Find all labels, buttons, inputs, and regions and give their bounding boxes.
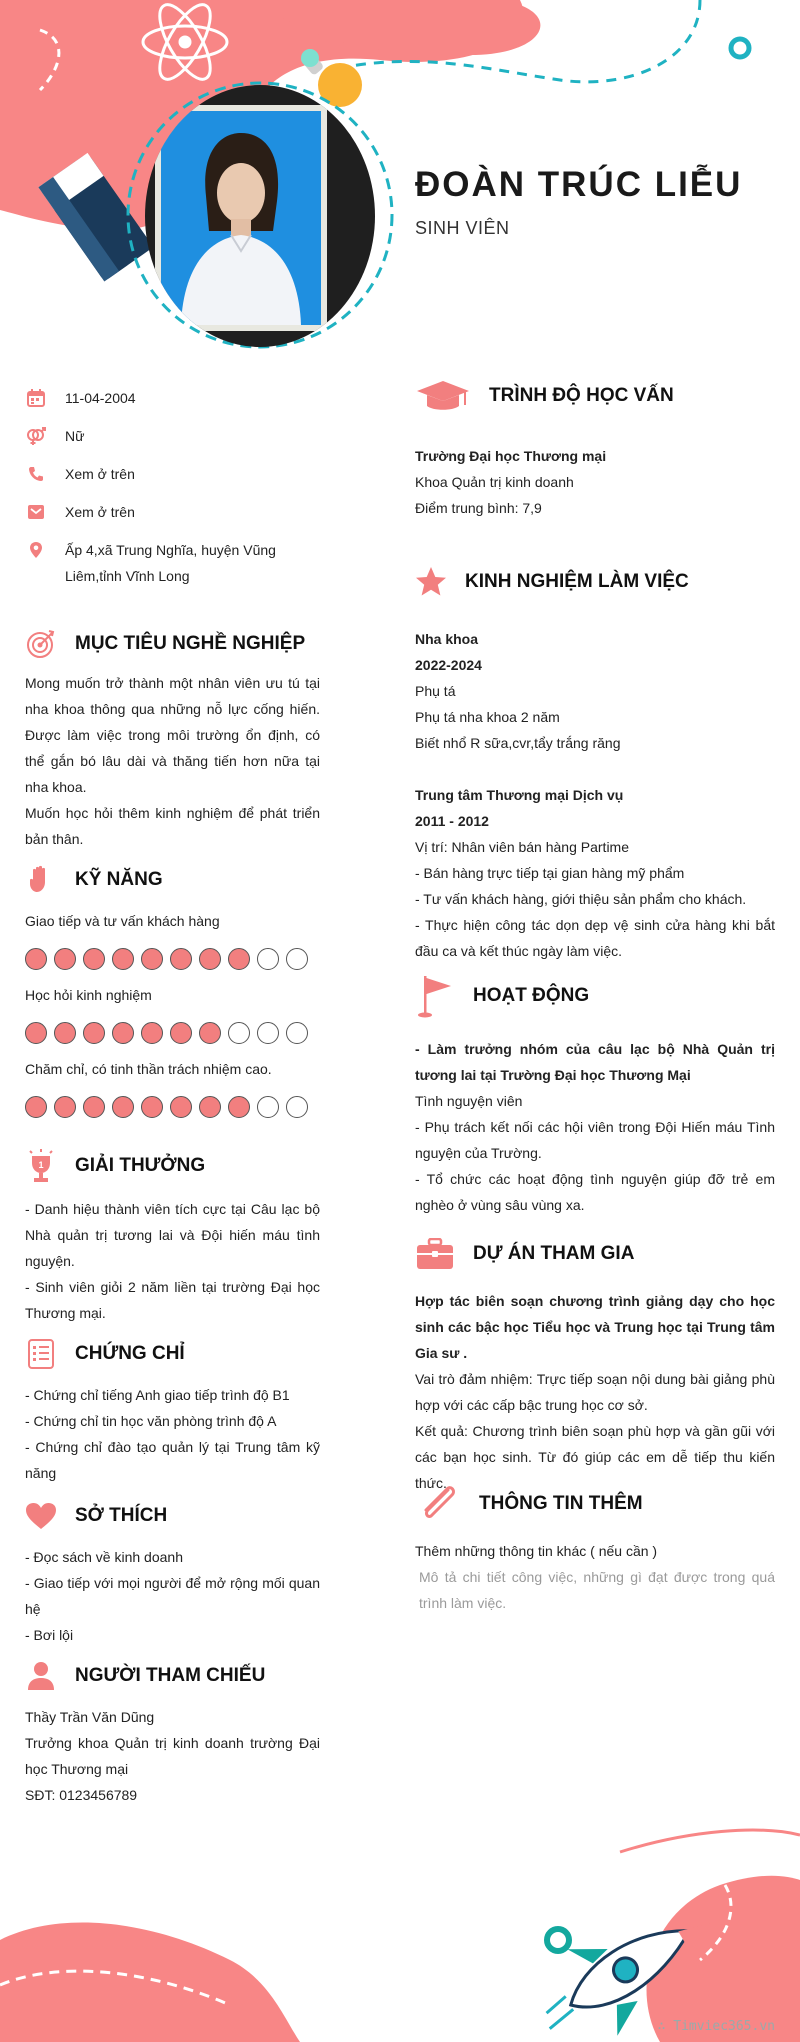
activities-line-2: - Phụ trách kết nối các hội viên trong Đội Hiến máu Tình nguyện của Trường.	[415, 1119, 775, 1161]
certificates-title: CHỨNG CHỈ	[75, 1343, 185, 1364]
rating-dot-empty	[286, 1022, 308, 1044]
rating-dot-filled	[112, 1096, 134, 1118]
rating-dot-filled	[228, 1096, 250, 1118]
hobbies-heading	[25, 1500, 167, 1532]
projects-line-2: Kết quả: Chương trình biên soạn phù hợp và gần gũi với các bạn học sinh. Từ đó giúp các em dễ tiếp thu kiến thức.	[415, 1423, 775, 1491]
certificates-text-block	[25, 1382, 320, 1486]
rating-dot-empty	[286, 948, 308, 970]
person-icon	[25, 1660, 57, 1692]
rating-dot-filled	[170, 1022, 192, 1044]
rating-dot-filled	[83, 948, 105, 970]
reference-name: Thầy Trần Văn Dũng	[25, 1709, 155, 1725]
job-title: SINH VIÊN	[415, 218, 510, 238]
skill-label-2: Học hỏi kinh nghiệm	[25, 987, 152, 1003]
skill-label-3: Chăm chỉ, có tinh thần trách nhiệm cao.	[25, 1061, 272, 1077]
awards-heading	[25, 1150, 205, 1182]
job-2-period: 2011 - 2012	[415, 813, 489, 829]
footer-decoration	[0, 1790, 800, 2042]
objective-text-2: Muốn học hỏi thêm kinh nghiệm để phát triển bản thân.	[25, 805, 320, 847]
education-gpa: Điểm trung bình: 7,9	[415, 500, 542, 516]
objective-text: Mong muốn trở thành một nhân viên ưu tú tại nha khoa thông qua những nỗ lực cống hiến. Được làm việc trong môi trường ổn định, có thể gắn bó lâu dài và thăng tiến hơn nữa tại nha khoa.	[25, 675, 320, 795]
email-value: Xem ở trên	[65, 504, 135, 520]
rating-dot-filled	[54, 1022, 76, 1044]
job-1-line-2: Phụ tá nha khoa 2 năm	[415, 709, 560, 725]
rating-dot-filled	[141, 948, 163, 970]
rating-dot-filled	[228, 948, 250, 970]
rating-dot-filled	[25, 1096, 47, 1118]
rating-dot-empty	[228, 1022, 250, 1044]
certificates-heading	[25, 1338, 185, 1370]
photo-background	[161, 111, 321, 325]
location-icon	[25, 539, 47, 561]
info-address	[25, 537, 325, 589]
reference-position: Trưởng khoa Quản trị kinh doanh trường Đại học Thương mại	[25, 1735, 320, 1777]
award-item-2: - Sinh viên giỏi 2 năm liền tại trường Đại học Thương mại.	[25, 1279, 320, 1321]
certificate-item-3: - Chứng chỉ đào tạo quản lý tại Trung tâm kỹ năng	[25, 1439, 320, 1481]
person-silhouette	[161, 111, 321, 325]
skill-rating-1	[25, 948, 308, 970]
rating-dot-filled	[83, 1022, 105, 1044]
additional-line-1: Thêm những thông tin khác ( nếu cần )	[415, 1543, 658, 1559]
references-heading	[25, 1660, 265, 1692]
rating-dot-filled	[83, 1096, 105, 1118]
projects-text-block	[415, 1288, 775, 1496]
gender-value: Nữ	[65, 428, 85, 444]
additional-title: THÔNG TIN THÊM	[479, 1493, 643, 1514]
additional-heading	[415, 1488, 643, 1520]
rating-dot-filled	[199, 948, 221, 970]
job-1-period: 2022-2024	[415, 657, 482, 673]
calendar-icon	[25, 387, 47, 409]
awards-title: GIẢI THƯỞNG	[75, 1155, 206, 1176]
hobby-item-1: - Đọc sách về kinh doanh	[25, 1549, 183, 1565]
info-gender	[25, 423, 325, 449]
rating-dot-filled	[54, 948, 76, 970]
birthday-value: 11-04-2004	[65, 390, 136, 406]
rating-dot-empty	[257, 1096, 279, 1118]
activities-line-1: Tình nguyện viên	[415, 1093, 523, 1109]
awards-text-block	[25, 1196, 320, 1326]
briefcase-icon	[415, 1238, 455, 1270]
rating-dot-filled	[25, 948, 47, 970]
rating-dot-filled	[170, 948, 192, 970]
activities-leading: - Làm trưởng nhóm của câu lạc bộ Nhà Quản trị tương lai tại Trường Đại học Thương Mại	[415, 1041, 775, 1083]
info-email	[25, 499, 325, 525]
flag-icon	[415, 980, 455, 1012]
hobbies-title: SỞ THÍCH	[75, 1505, 168, 1526]
rating-dot-filled	[141, 1096, 163, 1118]
watermark: ∴ Timviec365.vn	[657, 2019, 775, 2034]
objective-title: MỤC TIÊU NGHỀ NGHIỆP	[75, 633, 306, 654]
avatar	[145, 85, 375, 347]
job-2-line-2: - Bán hàng trực tiếp tại gian hàng mỹ phẩm	[415, 865, 685, 881]
skill-rating-2	[25, 1022, 308, 1044]
address-value: Ấp 4,xã Trung Nghĩa, huyện Vũng Liêm,tỉnh Vĩnh Long	[65, 542, 276, 584]
objective-heading	[25, 628, 305, 660]
job-2-company: Trung tâm Thương mại Dịch vụ	[415, 787, 624, 803]
rating-dot-filled	[112, 948, 134, 970]
objective-text-block	[25, 670, 320, 852]
skill-rating-3	[25, 1096, 308, 1118]
svg-text:1: 1	[38, 1160, 44, 1170]
additional-line-2: Mô tả chi tiết công việc, những gì đạt được trong quá trình làm việc.	[419, 1569, 775, 1611]
certificate-item-2: - Chứng chỉ tin học văn phòng trình độ A	[25, 1413, 277, 1429]
photo-frame	[155, 105, 327, 331]
star-icon	[415, 566, 447, 598]
job-1-line-1: Phụ tá	[415, 683, 456, 699]
heart-icon	[25, 1500, 57, 1532]
activities-heading	[415, 980, 589, 1012]
rating-dot-empty	[286, 1096, 308, 1118]
education-title: TRÌNH ĐỘ HỌC VẤN	[489, 385, 674, 406]
projects-leading: Hợp tác biên soạn chương trình giảng dạy cho học sinh các bậc học Tiểu học và Trung học tại Trung tâm Gia sư .	[415, 1293, 775, 1361]
graduation-cap-icon	[415, 380, 471, 412]
education-faculty: Khoa Quản trị kinh doanh	[415, 474, 574, 490]
paperclip-icon	[415, 1488, 461, 1520]
activities-line-3: - Tổ chức các hoạt động tình nguyện giúp đỡ trẻ em nghèo ở vùng sâu vùng xa.	[415, 1171, 775, 1213]
job-1-company: Nha khoa	[415, 631, 479, 647]
rating-dot-filled	[141, 1022, 163, 1044]
skills-heading	[25, 864, 163, 896]
rating-dot-empty	[257, 1022, 279, 1044]
email-icon	[25, 501, 47, 523]
phone-value: Xem ở trên	[65, 466, 135, 482]
target-icon	[25, 628, 57, 660]
phone-icon	[25, 463, 47, 485]
job-2-line-1: Vị trí: Nhân viên bán hàng Partime	[415, 839, 630, 855]
rating-dot-filled	[25, 1022, 47, 1044]
skills-title: KỸ NĂNG	[75, 869, 163, 890]
candidate-name: ĐOÀN TRÚC LIỄU	[415, 165, 743, 204]
references-title: NGƯỜI THAM CHIẾU	[75, 1665, 266, 1686]
experience-job-1	[415, 626, 775, 756]
experience-job-2	[415, 782, 775, 964]
rating-dot-empty	[257, 948, 279, 970]
activities-title: HOẠT ĐỘNG	[473, 985, 590, 1006]
rating-dot-filled	[170, 1096, 192, 1118]
projects-line-1: Vai trò đảm nhiệm: Trực tiếp soạn nội dung bài giảng phù hợp với các cấp bậc trung học cơ sở.	[415, 1371, 775, 1413]
hobby-item-3: - Bơi lội	[25, 1627, 74, 1643]
reference-phone: SĐT: 0123456789	[25, 1787, 138, 1803]
job-2-line-3: - Tư vấn khách hàng, giới thiệu sản phẩm cho khách.	[415, 891, 747, 907]
rating-dot-filled	[199, 1022, 221, 1044]
experience-heading	[415, 566, 689, 598]
trophy-icon	[25, 1150, 57, 1182]
education-text-block	[415, 443, 775, 521]
experience-title: KINH NGHIỆM LÀM VIỆC	[465, 571, 689, 592]
info-birthday	[25, 385, 325, 411]
certificate-item-1: - Chứng chỉ tiếng Anh giao tiếp trình độ B1	[25, 1387, 290, 1403]
certificate-list-icon	[25, 1338, 57, 1370]
award-item-1: - Danh hiệu thành viên tích cực tại Câu lạc bộ Nhà quản trị tương lai và Đội hiến máu tình nguyện.	[25, 1201, 320, 1269]
rating-dot-filled	[199, 1096, 221, 1118]
education-school: Trường Đại học Thương mại	[415, 448, 607, 464]
projects-heading	[415, 1238, 634, 1270]
education-heading	[415, 380, 674, 412]
additional-text-block	[415, 1538, 775, 1616]
projects-title: DỰ ÁN THAM GIA	[473, 1243, 635, 1264]
hobby-item-2: - Giao tiếp với mọi người để mở rộng mối quan hệ	[25, 1575, 320, 1617]
skill-label-1: Giao tiếp và tư vấn khách hàng	[25, 913, 220, 929]
job-1-line-3: Biết nhổ R sữa,cvr,tẩy trắng răng	[415, 735, 621, 751]
gender-icon	[25, 425, 47, 447]
rating-dot-filled	[54, 1096, 76, 1118]
activities-text-block	[415, 1036, 775, 1218]
rating-dot-filled	[112, 1022, 134, 1044]
info-phone	[25, 461, 325, 487]
job-2-line-4: - Thực hiện công tác dọn dẹp vệ sinh cửa hàng khi bắt đầu ca và kết thúc ngày làm việc.	[415, 917, 775, 959]
hobbies-text-block	[25, 1544, 320, 1648]
hand-icon	[25, 864, 57, 896]
